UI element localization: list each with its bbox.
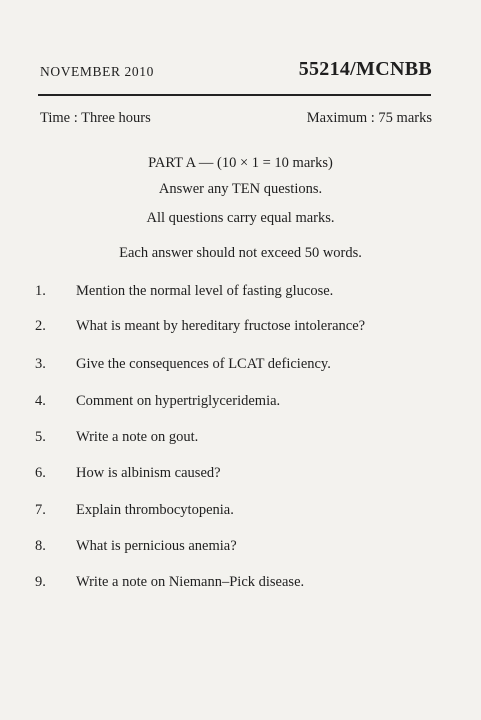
question-text: Give the consequences of LCAT deficiency. [76,356,331,372]
question-number: 8. [35,538,46,554]
instruction-answer-ten: Answer any TEN questions. [158,181,323,197]
instruction-equal-marks: All questions carry equal marks. [146,210,335,226]
question-text: How is albinism caused? [76,465,221,481]
question-text: Explain thrombocytopenia. [76,502,234,518]
question-number: 5. [35,429,46,445]
question-text: Write a note on Niemann–Pick disease. [76,574,305,590]
question-number: 6. [35,465,46,481]
exam-month-year: NOVEMBER 2010 [40,64,154,79]
question-number: 7. [35,502,46,518]
question-number: 1. [35,283,46,299]
question-number: 3. [35,356,46,372]
question-number: 2. [35,318,46,334]
instruction-word-limit: Each answer should not exceed 50 words. [119,245,362,261]
question-text: Comment on hypertriglyceridemia. [76,393,281,409]
part-title: PART A — (10 × 1 = 10 marks) [148,155,333,171]
paper-code: 55214/MCNBB [298,58,432,80]
time-allowed: Time : Three hours [40,110,151,126]
question-text: Write a note on gout. [76,429,199,445]
question-number: 4. [35,393,46,409]
header-divider [38,94,431,96]
question-text: What is pernicious anemia? [76,538,237,554]
question-text: Mention the normal level of fasting glucose. [76,283,334,299]
maximum-marks: Maximum : 75 marks [306,110,432,126]
question-text: What is meant by hereditary fructose intolerance? [76,318,366,334]
question-number: 9. [35,574,46,590]
